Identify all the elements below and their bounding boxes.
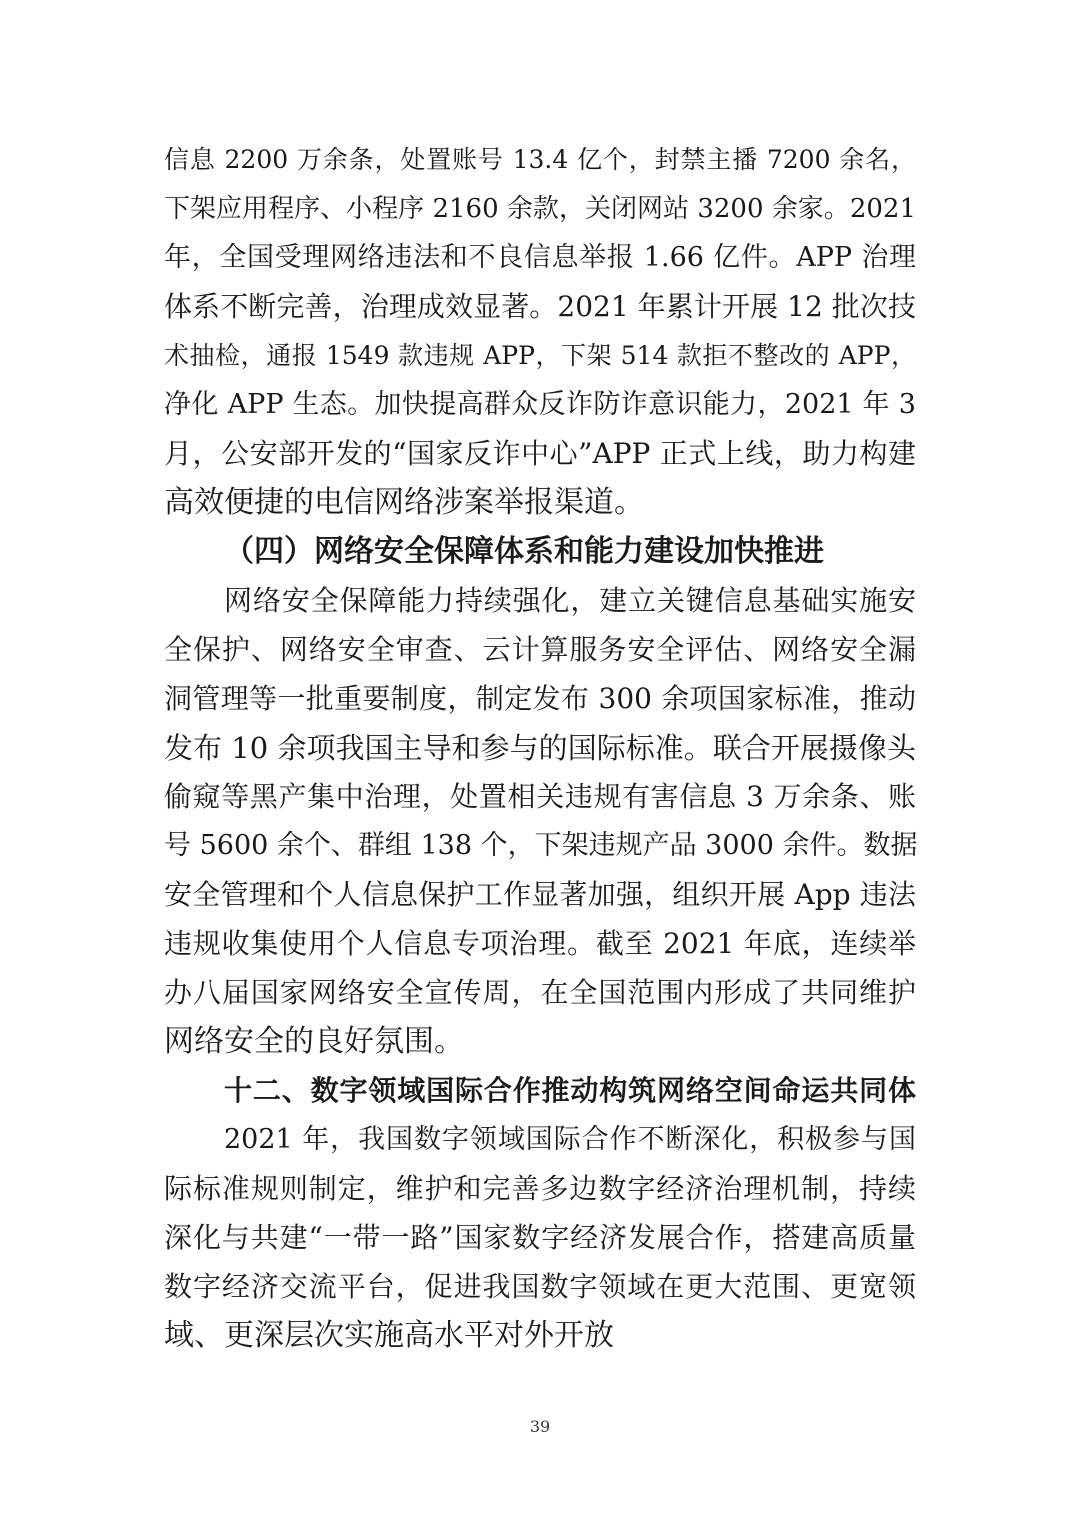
- text-line: 下架应用程序、小程序 2160 余款，关闭网站 3200 余家。2021: [164, 194, 916, 224]
- text-line: 术抽检，通报 1549 款违规 APP，下架 514 款拒不整改的 APP，: [164, 341, 916, 370]
- chapter-heading-12: 十二、数字领域国际合作推动构筑网络空间命运共同体: [224, 1074, 916, 1107]
- text-line: 体系不断完善，治理成效显著。2021 年累计开展 12 批次技: [164, 290, 916, 323]
- text-line: 网络安全的良好氛围。: [164, 1024, 464, 1059]
- text-line: 2021 年，我国数字领域国际合作不断深化，积极参与国: [224, 1124, 916, 1155]
- text-line: 年，全国受理网络违法和不良信息举报 1.66 亿件。APP 治理: [164, 242, 916, 273]
- text-line: 办八届国家网络安全宣传周，在全国范围内形成了共同维护: [164, 976, 916, 1009]
- text-line: 月，公安部开发的“国家反诈中心”APP 正式上线，助力构建: [164, 437, 916, 470]
- text-line: 洞管理等一批重要制度，制定发布 300 余项国家标准，推动: [164, 682, 916, 715]
- page-number: 39: [529, 1417, 551, 1436]
- text-line: 际标准规则制定，维护和完善多边数字经济治理机制，持续: [164, 1172, 916, 1205]
- text-line: 发布 10 余项我国主导和参与的国际标准。联合开展摄像头: [164, 731, 916, 765]
- text-line: 网络安全保障能力持续强化，建立关键信息基础实施安: [224, 584, 916, 617]
- text-line: 数字经济交流平台，促进我国数字领域在更大范围、更宽领: [164, 1270, 916, 1303]
- text-line: 安全管理和个人信息保护工作显著加强，组织开展 App 违法: [164, 878, 916, 911]
- text-line: 高效便捷的电信网络涉案举报渠道。: [164, 485, 644, 520]
- text-line: 净化 APP 生态。加快提高群众反诈防诈意识能力，2021 年 3: [164, 389, 916, 420]
- text-line: 全保护、网络安全审查、云计算服务安全评估、网络安全漏: [164, 633, 916, 666]
- text-line: 号 5600 余个、群组 138 个，下架违规产品 3000 余件。数据: [164, 830, 918, 861]
- text-line: 偷窥等黑产集中治理，处置相关违规有害信息 3 万余条、账: [164, 780, 916, 813]
- text-line: 违规收集使用个人信息专项治理。截至 2021 年底，连续举: [164, 927, 916, 960]
- section-heading-4: （四）网络安全保障体系和能力建设加快推进: [224, 534, 824, 569]
- text-line: 深化与共建“一带一路”国家数字经济发展合作，搭建高质量: [164, 1221, 916, 1254]
- text-line: 信息 2200 万余条，处置账号 13.4 亿个，封禁主播 7200 余名，: [164, 145, 916, 174]
- text-line: 域、更深层次实施高水平对外开放: [164, 1318, 614, 1353]
